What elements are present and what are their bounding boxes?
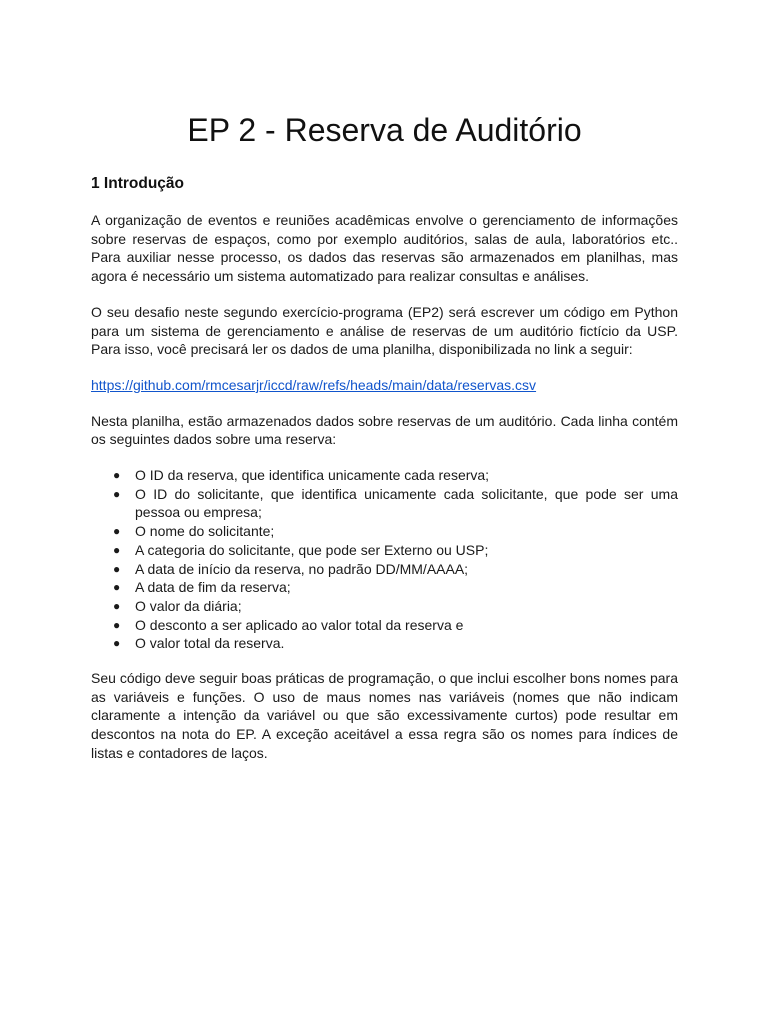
list-item-text: O valor da diária; — [135, 597, 242, 614]
intro-paragraph-1: A organização de eventos e reuniões acadêmicas envolve o gerenciamento de informações sobre reservas de espaços, como por exemplo auditórios, salas de aula, laboratórios etc.. Para auxiliar nesse processo, os dados das reservas são armazenados em planilhas, mas agora é necessário um sistema automatizado para realizar consultas e análises. — [91, 212, 678, 285]
bullet-icon: ● — [113, 598, 121, 613]
bullet-icon: ● — [113, 580, 121, 595]
list-item — [91, 522, 678, 541]
bullet-icon: ● — [113, 617, 121, 632]
list-item-text: O nome do solicitante; — [135, 523, 275, 540]
list-item — [91, 466, 678, 485]
intro-paragraph-2: O seu desafio neste segundo exercício-programa (EP2) será escrever um código em Python para um sistema de gerenciamento e análise de reservas de um auditório fictício da USP. Para isso, você precisará ler os dados de uma planilha, disponibilizada no link a seguir: — [91, 303, 678, 358]
list-item-text: A data de fim da reserva; — [135, 579, 291, 596]
list-item-text: A data de início da reserva, no padrão DD/MM/AAAA; — [135, 560, 469, 577]
list-item — [91, 485, 678, 522]
section-heading-introducao: 1 Introdução — [91, 175, 185, 192]
dataset-link[interactable]: https://github.com/rmcesarjr/iccd/raw/refs/heads/main/data/reservas.csv — [91, 376, 537, 393]
bullet-icon: ● — [113, 468, 121, 483]
document-content — [91, 108, 678, 763]
list-item — [91, 634, 678, 653]
bullet-icon: ● — [113, 486, 121, 501]
bullet-icon: ● — [113, 524, 121, 539]
intro-paragraph-3: Nesta planilha, estão armazenados dados sobre reservas de um auditório. Cada linha contém os seguintes dados sobre uma reserva: — [91, 412, 678, 448]
reservation-fields-list — [91, 466, 678, 653]
list-item-text: O desconto a ser aplicado ao valor total da reserva e — [135, 616, 464, 633]
list-item — [91, 560, 678, 579]
list-item-text: O ID da reserva, que identifica unicamente cada reserva; — [135, 467, 490, 484]
list-item-text: O valor total da reserva. — [135, 635, 285, 652]
bullet-icon: ● — [113, 636, 121, 651]
bullet-icon: ● — [113, 542, 121, 557]
link-paragraph — [91, 376, 678, 395]
list-item — [91, 597, 678, 616]
bullet-icon: ● — [113, 561, 121, 576]
intro-paragraph-4: Seu código deve seguir boas práticas de programação, o que inclui escolher bons nomes para as variáveis e funções. O uso de maus nomes nas variáveis (nomes que não indicam claramente a intenção da variável ou que são excessivamente curtos) pode resultar em descontos na nota do EP. A exceção aceitável a essa regra são os nomes para índices de listas e contadores de laços. — [91, 670, 678, 761]
list-item — [91, 616, 678, 635]
list-item-text: O ID do solicitante, que identifica unicamente cada solicitante, que pode ser uma pessoa ou empresa; — [135, 485, 678, 521]
document-title: EP 2 - Reserva de Auditório — [187, 112, 582, 148]
list-item — [91, 541, 678, 560]
list-item-text: A categoria do solicitante, que pode ser Externo ou USP; — [135, 541, 489, 558]
list-item — [91, 578, 678, 597]
